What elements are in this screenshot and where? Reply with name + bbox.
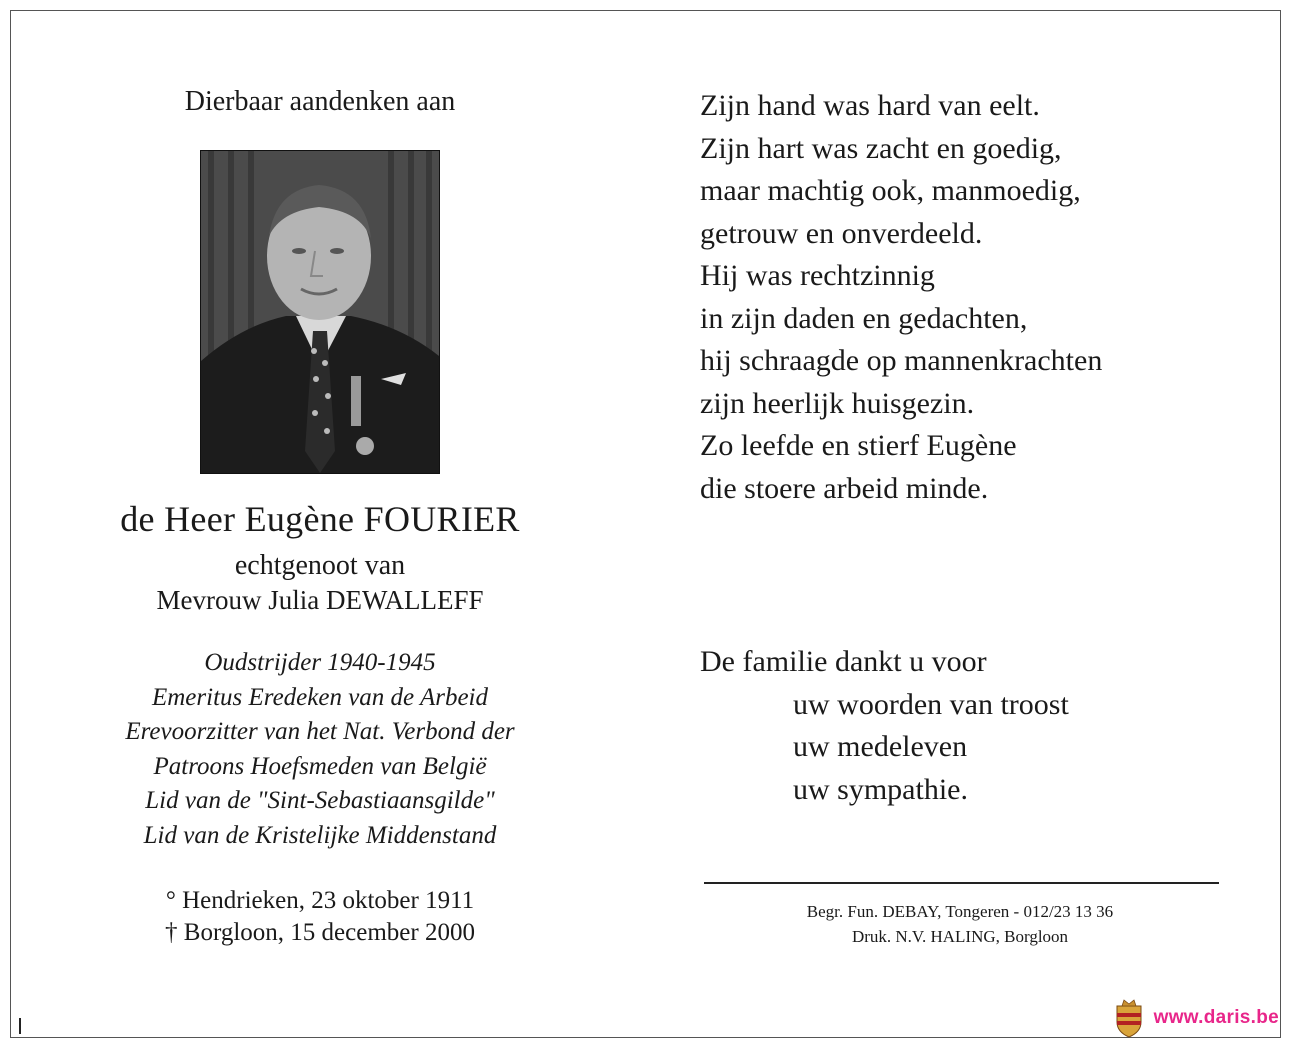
poem-line: Zijn hand was hard van eelt. <box>700 89 1040 122</box>
thanks-line: uw sympathie. <box>793 772 968 806</box>
coat-of-arms-icon <box>1114 998 1144 1038</box>
watermark <box>1114 998 1279 1038</box>
portrait-photo <box>200 150 440 474</box>
birth-date: ° Hendrieken, 23 oktober 1911 <box>165 887 475 914</box>
scan-mark <box>19 1018 21 1034</box>
family-thanks <box>700 641 1069 811</box>
divider <box>704 882 1219 884</box>
title-line: Emeritus Eredeken van de Arbeid <box>151 683 488 711</box>
title-line: Lid van de Kristelijke Middenstand <box>143 821 497 849</box>
spouse-intro: echtgenoot van <box>234 550 406 581</box>
title-line: Patroons Hoefsmeden van België <box>153 752 487 780</box>
poem-line: zijn heerlijk huisgezin. <box>700 386 975 420</box>
funeral-director-credit: Begr. Fun. DEBAY, Tongeren - 012/23 13 36 <box>806 902 1114 921</box>
poem-line: hij schraagde op mannenkrachten <box>700 344 1103 377</box>
credits <box>725 899 1195 949</box>
watermark-url[interactable]: www.daris.be <box>1153 1007 1279 1028</box>
spouse-name: Mevrouw Julia DEWALLEFF <box>156 585 484 615</box>
thanks-line: uw medeleven <box>793 730 968 763</box>
poem-line: Hij was rechtzinnig <box>700 259 935 292</box>
portrait-illustration <box>201 151 439 473</box>
thanks-line: uw woorden van troost <box>793 687 1069 721</box>
printer-credit: Druk. N.V. HALING, Borgloon <box>851 927 1069 946</box>
right-panel <box>700 85 1240 946</box>
poem-line: maar machtig ook, manmoedig, <box>700 174 1081 207</box>
deceased-name: de Heer Eugène FOURIER <box>120 499 520 539</box>
thanks-line: De familie dankt u voor <box>700 645 987 678</box>
poem-line: getrouw en onverdeeld. <box>700 216 983 250</box>
title-line: Erevoorzitter van het Nat. Verbond der <box>125 718 515 745</box>
poem-line: Zijn hart was zacht en goedig, <box>700 131 1062 165</box>
title-line: Oudstrijder 1940-1945 <box>204 649 436 676</box>
poem <box>700 85 1240 510</box>
poem-line: die stoere arbeid minde. <box>700 471 989 505</box>
memorial-header: Dierbaar aandenken aan <box>184 86 456 117</box>
poem-line: in zijn daden en gedachten, <box>700 301 1028 335</box>
poem-line: Zo leefde en stierf Eugène <box>700 429 1017 462</box>
death-date: † Borgloon, 15 december 2000 <box>165 919 475 946</box>
honorary-titles <box>90 646 550 853</box>
life-dates <box>90 885 550 949</box>
title-line: Lid van de "Sint-Sebastiaansgilde" <box>145 787 495 814</box>
